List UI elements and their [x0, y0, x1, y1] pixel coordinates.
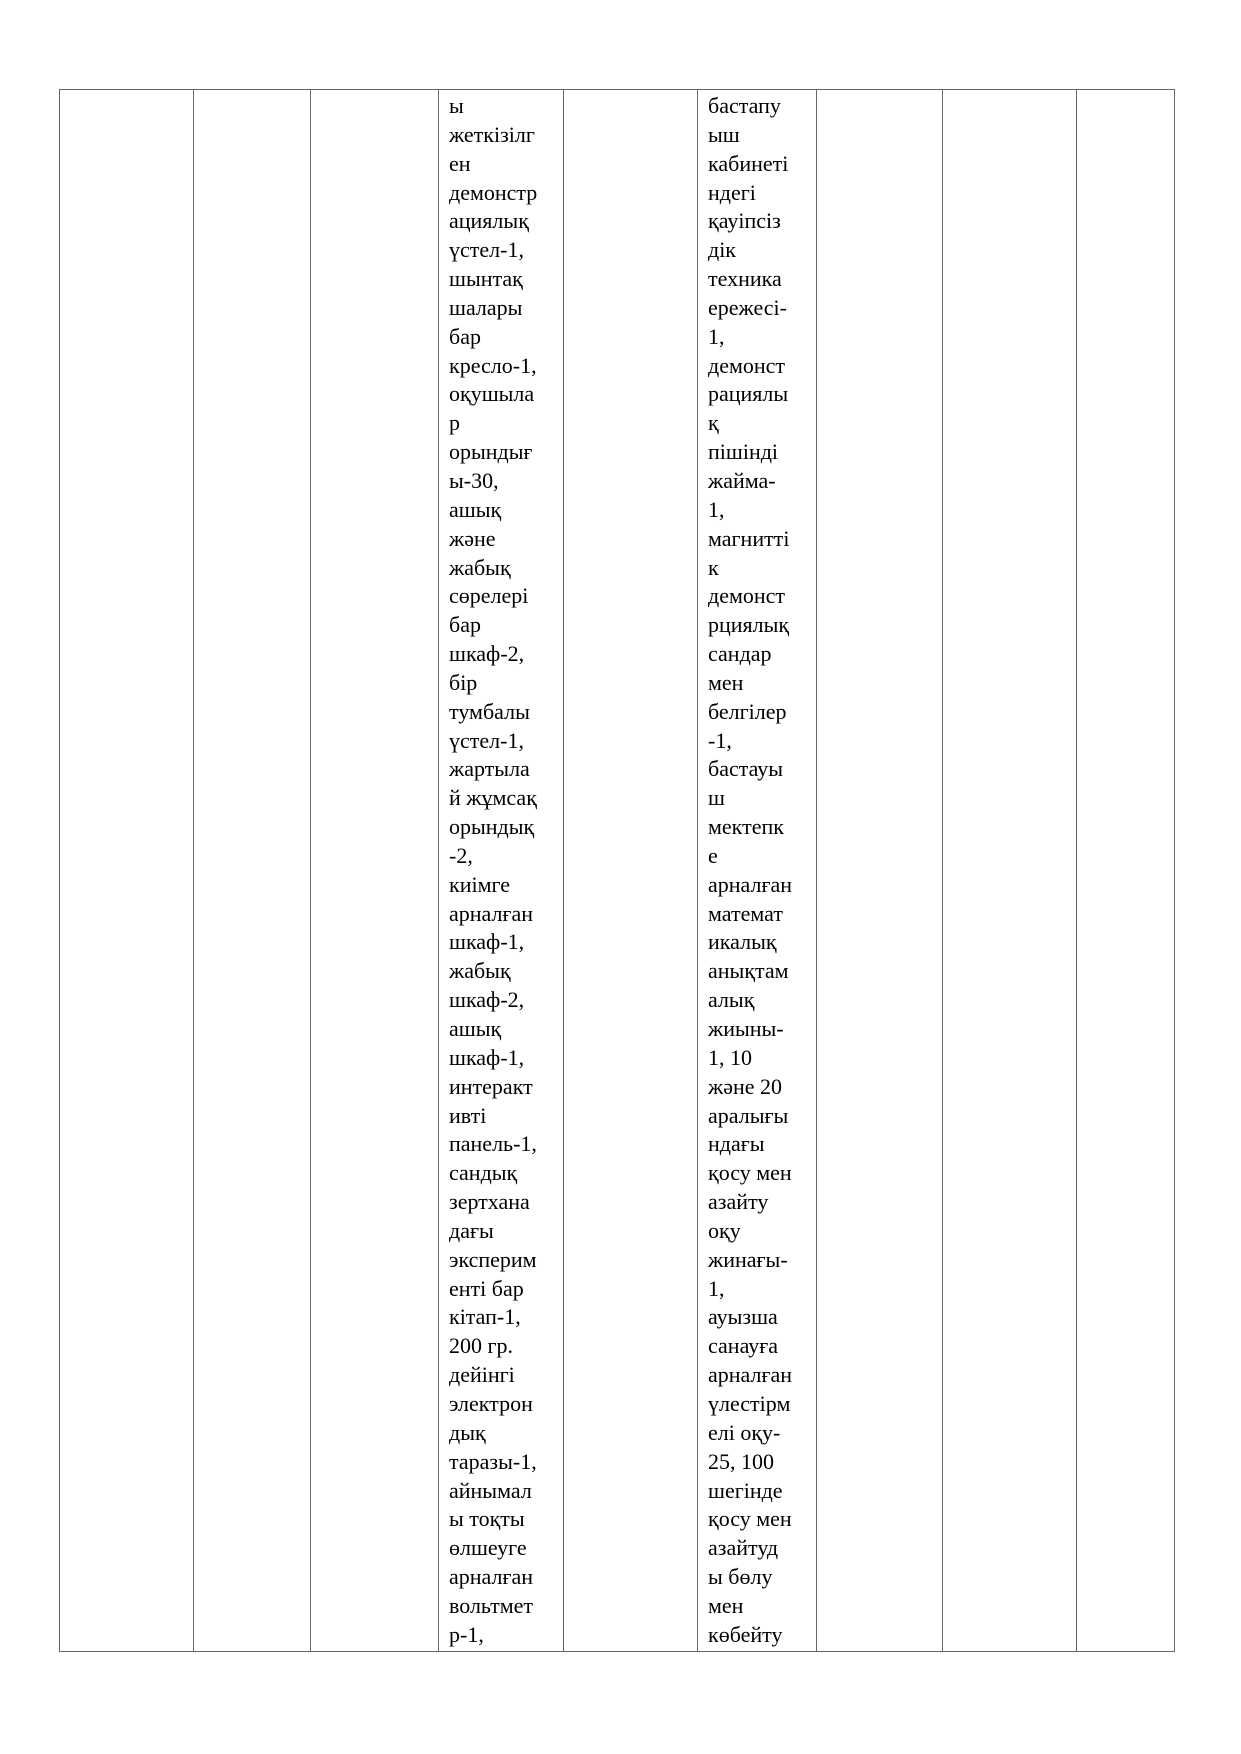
table-cell-col6 — [698, 90, 817, 1652]
table-cell-col9 — [1077, 90, 1175, 1652]
equipment-table — [59, 89, 1175, 1652]
table-cell-col3 — [311, 90, 439, 1652]
table-cell-col4 — [439, 90, 564, 1652]
table-row — [60, 90, 1175, 1652]
table-cell-col1 — [60, 90, 194, 1652]
table-cell-col7 — [817, 90, 943, 1652]
table-cell-col5 — [564, 90, 698, 1652]
equipment-list-text: ы жеткізілг ен демонстр ациялық үстел-1, шынтақ шалары бар кресло-1, оқушыла р орындығ ы-30, ашық және жабық сөрелері бар шкаф-2, бір тумбалы үстел-1, жартыла й жұмсақ орындық -2, киімге арналған шкаф-1, жабық шкаф-2, ашық шкаф-1, интеракт ивті панель-1, сандық зертхана дағы эксперим енті бар кітап-1, 200 гр. дейінгі электрон дық таразы-1, айнымал ы тоқты өлшеуге арналған вольтмет р-1, — [449, 93, 538, 1647]
teaching-materials-text: бастапу ыш кабинеті ндегі қауіпсіз дік техника ережесі- 1, демонст рациялы қ пішінді жайма- 1, магнитті к демонст рциялық сандар мен белгілер -1, бастауы ш мектепк е арналған математ икалық анықтам алық жиыны- 1, 10 және 20 аралығы ндағы қосу мен азайту оқу жинағы- 1, ауызша санауға арналған үлестірм елі оқу- 25, 100 шегінде қосу мен азайтуд ы бөлу мен көбейту — [708, 93, 793, 1647]
table-cell-col8 — [943, 90, 1077, 1652]
table-cell-col2 — [194, 90, 311, 1652]
